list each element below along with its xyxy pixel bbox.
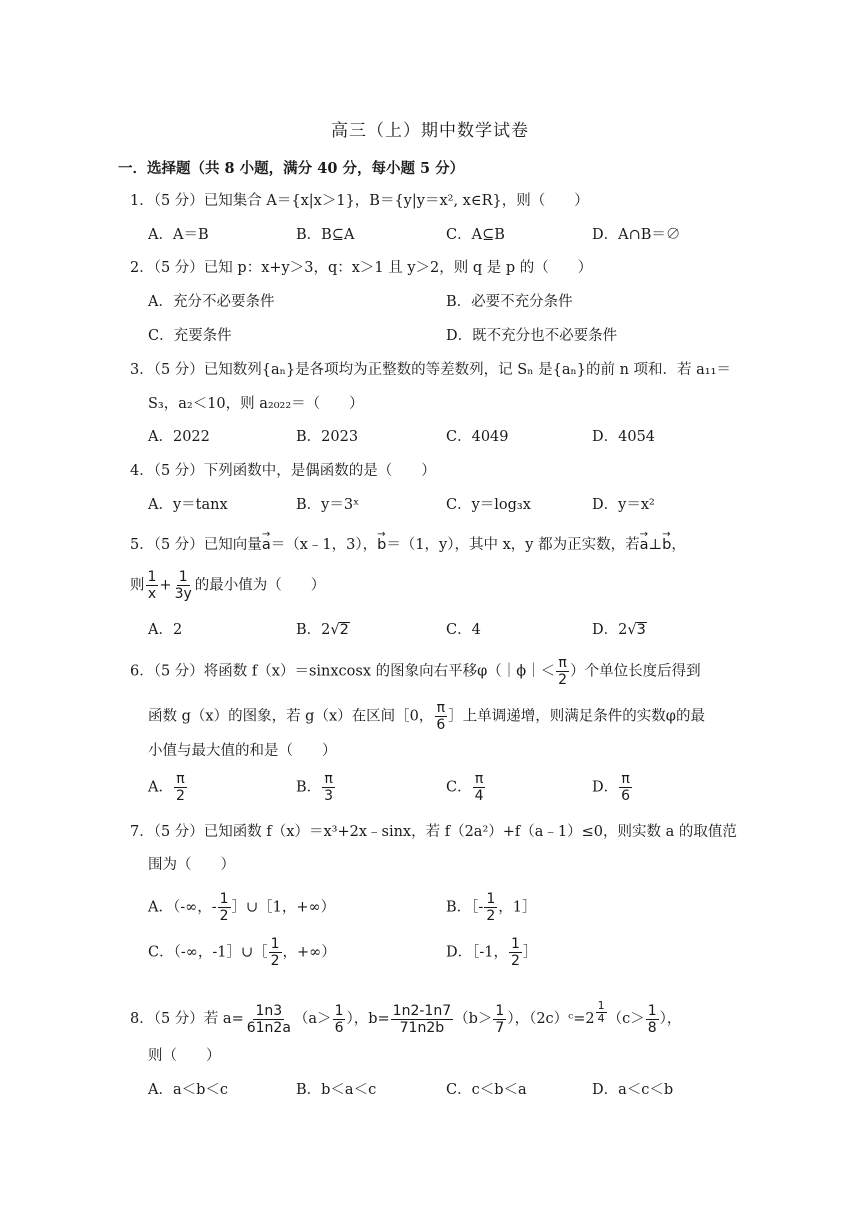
q5-option-b: B．2√2	[296, 622, 349, 638]
q5-option-d: D．2√3	[592, 622, 646, 638]
exponent-one-quarter: 1 4	[597, 999, 605, 1025]
q8-option-b: B．b＜a＜c	[296, 1082, 377, 1098]
q7-option-b: B．［- $\frac{1}{2}$ ，1］	[446, 891, 537, 924]
q5-option-a: A．2	[148, 622, 183, 638]
q7-option-d: D．［-1， $\frac{1}{2}$ ］	[446, 936, 538, 969]
question-7-stem-cont: 围为（ ）	[148, 857, 235, 873]
q2-option-a: A．充分不必要条件	[148, 294, 275, 310]
q6-option-a: A． $\frac{\pi}{2}$	[148, 771, 185, 804]
q6-option-c: C． $\frac{\pi}{4}$	[446, 771, 484, 804]
section-heading: 一．选择题（共 8 小题，满分 40 分，每小题 5 分）	[118, 160, 465, 177]
fraction-a-expression: $\frac{1n3}{61n2a}$	[246, 1002, 291, 1036]
question-4-stem: 4．（5 分）下列函数中，是偶函数的是（ ）	[130, 463, 436, 479]
q2-option-b: B．必要不充分条件	[446, 294, 573, 310]
vector-b: → b	[377, 535, 386, 555]
q5-line2-pre: 则	[130, 577, 145, 594]
fraction-1-over-3y: $\frac{1}{3y}$	[174, 569, 192, 602]
q4-option-b: B．y＝3ˣ	[296, 497, 360, 513]
q8-option-c: C．c＜b＜a	[446, 1082, 527, 1098]
vector-b-2: → b	[662, 535, 671, 555]
question-8-stem-cont: 则（ ）	[148, 1048, 221, 1064]
question-3-stem: 3．（5 分）已知数列{aₙ}是各项均为正整数的等差数列，记 Sₙ 是{aₙ}的前 n 项和．若 a₁₁＝	[130, 362, 731, 378]
fraction-b-expression: $\frac{1n2-1n7}{71n2b}$	[392, 1002, 452, 1036]
question-6-stem-cont: 函数 g（x）的图象，若 g（x）在区间［0， $\frac{\pi}{6}$ ］上单调递增，则满足条件的实数φ的最	[148, 700, 705, 733]
q1-option-d: D．A∩B＝∅	[592, 227, 681, 243]
q2-option-d: D．既不充分也不必要条件	[446, 328, 618, 344]
q2-option-c: C．充要条件	[148, 328, 232, 344]
q4-option-c: C．y＝log₃x	[446, 497, 531, 513]
q3-option-b: B．2023	[296, 429, 359, 445]
perp-symbol: ⊥	[648, 537, 663, 553]
question-1-stem: 1．（5 分）已知集合 A＝{x|x＞1}，B＝{y|y＝x², x∈R}，则（ ）	[130, 193, 589, 209]
q5-option-c: C．4	[446, 622, 481, 638]
q5-text-2: ＝（x﹣1，3），	[270, 537, 378, 553]
q5-text-4: ，	[671, 537, 686, 553]
fraction-pi-over-6: $\frac{\pi}{6}$	[436, 700, 446, 733]
q5-text-3: ＝（1，y），其中 x，y 都为正实数，若	[386, 537, 640, 553]
question-3-stem-cont: S₃，a₂＜10，则 a₂₀₂₂＝（ ）	[148, 396, 364, 412]
q3-option-c: C．4049	[446, 429, 509, 445]
question-7-stem: 7．（5 分）已知函数 f（x）＝x³+2x﹣sinx，若 f（2a²）+f（a﹣1）≤0，则实数 a 的取值范	[130, 824, 737, 840]
q7-option-c: C．（-∞，-1］∪［ $\frac{1}{2}$ ，+∞）	[148, 936, 336, 969]
question-5-stem	[130, 535, 686, 555]
q4-option-d: D．y＝x²	[592, 497, 655, 513]
fraction-pi-over-2: $\frac{\pi}{2}$	[558, 655, 568, 688]
q7-option-a: A．（-∞，- $\frac{1}{2}$ ］∪［1，+∞）	[148, 891, 336, 924]
q3-option-a: A．2022	[148, 429, 210, 445]
q3-option-d: D．4054	[592, 429, 656, 445]
q8-option-a: A．a＜b＜c	[148, 1082, 229, 1098]
question-2-stem: 2．（5 分）已知 p：x+y＞3，q：x＞1 且 y＞2，则 q 是 p 的（ ）	[130, 260, 593, 276]
q5-text-1: 5．（5 分）已知向量	[130, 537, 262, 553]
question-6-stem-cont-2: 小值与最大值的和是（ ）	[148, 743, 337, 759]
page-title: 高三（上）期中数学试卷	[331, 121, 529, 141]
q4-option-a: A．y＝tanx	[148, 497, 228, 513]
vector-a-2: → a	[640, 535, 649, 555]
q1-option-b: B．B⊆A	[296, 227, 355, 243]
q8-option-d: D．a＜c＜b	[592, 1082, 674, 1098]
q6-option-d: D． $\frac{\pi}{6}$	[592, 771, 631, 804]
question-8-stem: 8．（5 分）若 a= $\frac{1n3}{61n2a}$ （a＞ $\frac{1}{6}$ ），b= $\frac{1n2-1n7}{71n2b}$ （b＞ $\frac{1}{7}$ ），（2c）ᶜ=2 $^{\frac{1}{4}}$ （c＞ $\frac{1}{8}$ ），	[130, 999, 682, 1036]
fraction-1-over-x: $\frac{1}{x}$	[147, 569, 157, 602]
question-6-stem: 6．（5 分）将函数 f（x）＝sinxcosx 的图象向右平移φ（｜ϕ｜＜ $\frac{\pi}{2}$ ）个单位长度后得到	[130, 655, 701, 688]
q5-line2-post: 的最小值为（ ）	[194, 577, 326, 594]
q1-option-c: C．A⊆B	[446, 227, 505, 243]
q6-option-b: B． $\frac{\pi}{3}$	[296, 771, 334, 804]
q1-option-a: A．A＝B	[148, 227, 209, 243]
vector-a: → a	[262, 535, 271, 555]
plus-sign: +	[159, 577, 172, 594]
question-5-stem-cont	[130, 569, 325, 602]
